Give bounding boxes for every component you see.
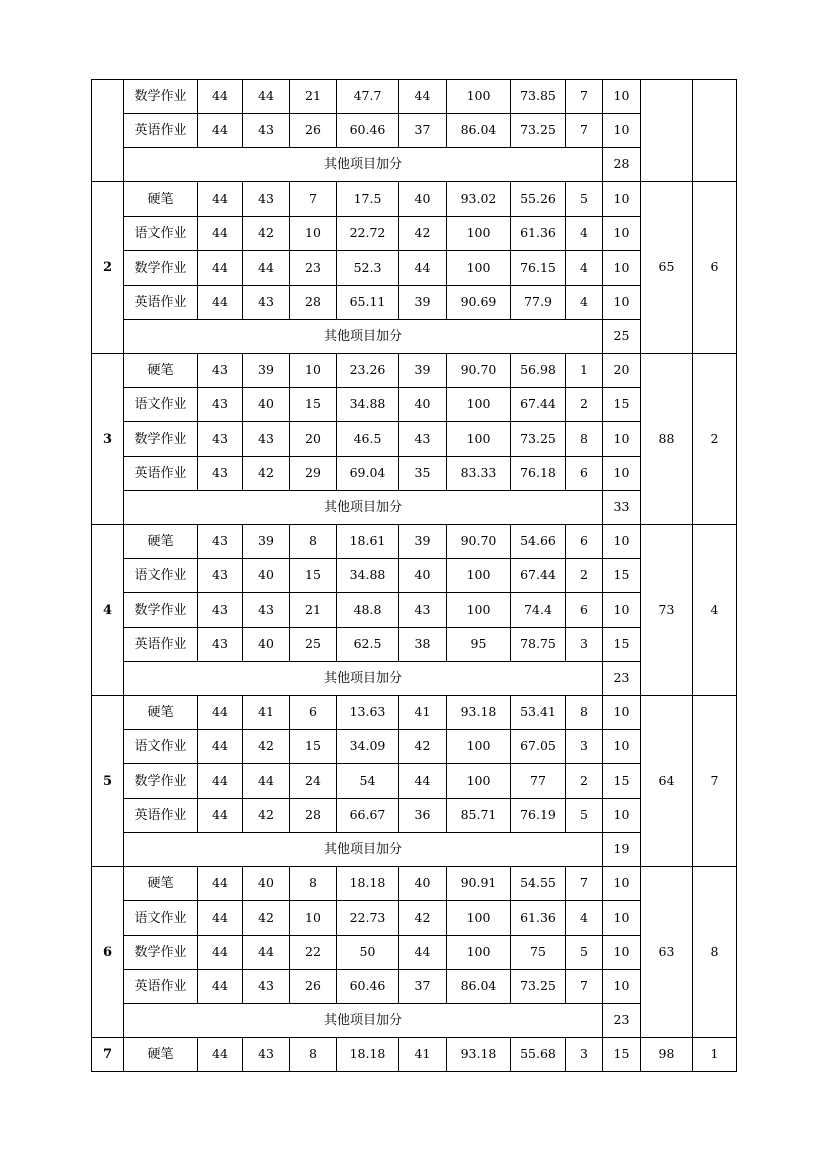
bonus-label: 其他项目加分 [124,833,603,867]
score-cell: 23.26 [337,354,399,388]
score-cell: 18.18 [337,867,399,901]
score-cell: 44 [198,251,243,286]
score-cell: 43 [399,422,447,457]
score-cell: 15 [603,628,641,662]
score-cell: 28 [290,286,337,320]
score-cell: 42 [243,799,290,833]
score-cell: 100 [447,80,511,114]
score-cell: 50 [337,936,399,970]
score-cell: 7 [566,80,603,114]
score-cell: 40 [243,388,290,422]
score-cell: 44 [198,970,243,1004]
score-cell: 74.4 [511,593,566,628]
item-name: 语文作业 [124,730,198,764]
score-cell: 15 [603,1038,641,1072]
score-cell: 43 [198,457,243,491]
score-cell: 83.33 [447,457,511,491]
table-row [92,525,737,559]
table-row [92,628,737,662]
score-cell: 38 [399,628,447,662]
item-name: 硬笔 [124,1038,198,1072]
score-cell: 5 [566,936,603,970]
table-row [92,764,737,799]
score-cell: 40 [399,559,447,593]
score-cell: 5 [566,182,603,217]
score-cell: 37 [399,114,447,148]
score-cell: 86.04 [447,114,511,148]
score-cell: 76.18 [511,457,566,491]
total-score: 73 [641,525,693,696]
score-cell: 52.3 [337,251,399,286]
score-cell: 43 [243,114,290,148]
score-cell: 43 [198,422,243,457]
score-cell: 73.25 [511,422,566,457]
score-cell: 39 [243,525,290,559]
score-cell: 26 [290,114,337,148]
score-cell: 8 [290,1038,337,1072]
score-cell: 44 [198,1038,243,1072]
score-cell: 42 [399,217,447,251]
score-cell: 61.36 [511,901,566,936]
group-number: 6 [92,867,124,1038]
score-cell: 67.05 [511,730,566,764]
score-cell: 43 [243,422,290,457]
score-cell: 54 [337,764,399,799]
table-row [92,388,737,422]
score-cell: 75 [511,936,566,970]
score-cell: 93.18 [447,696,511,730]
score-cell: 76.19 [511,799,566,833]
score-cell: 3 [566,1038,603,1072]
item-name: 数学作业 [124,422,198,457]
score-cell: 43 [243,1038,290,1072]
score-cell: 42 [243,901,290,936]
score-cell: 86.04 [447,970,511,1004]
item-name: 硬笔 [124,182,198,217]
table-row [92,286,737,320]
bonus-value: 23 [603,662,641,696]
score-cell: 10 [603,970,641,1004]
score-cell: 40 [243,867,290,901]
score-cell: 10 [603,457,641,491]
bonus-value: 19 [603,833,641,867]
item-name: 英语作业 [124,114,198,148]
score-cell: 100 [447,730,511,764]
rank [693,80,737,182]
score-cell: 10 [603,730,641,764]
score-cell: 100 [447,559,511,593]
score-cell: 15 [290,559,337,593]
score-cell: 8 [566,422,603,457]
score-cell: 42 [243,457,290,491]
score-cell: 54.66 [511,525,566,559]
score-cell: 65.11 [337,286,399,320]
score-cell: 43 [243,182,290,217]
bonus-label: 其他项目加分 [124,320,603,354]
table-row [92,970,737,1004]
score-cell: 43 [198,388,243,422]
score-cell: 8 [290,525,337,559]
rank: 6 [693,182,737,354]
table-row [92,799,737,833]
score-cell: 44 [399,251,447,286]
table-row [92,696,737,730]
score-cell: 1 [566,354,603,388]
score-cell: 42 [243,730,290,764]
score-cell: 10 [290,901,337,936]
score-cell: 4 [566,251,603,286]
score-cell: 34.09 [337,730,399,764]
score-cell: 73.25 [511,114,566,148]
score-cell: 10 [603,286,641,320]
score-cell: 43 [198,525,243,559]
score-cell: 28 [290,799,337,833]
score-cell: 44 [399,80,447,114]
table-row [92,457,737,491]
score-cell: 7 [290,182,337,217]
score-cell: 39 [243,354,290,388]
item-name: 硬笔 [124,696,198,730]
score-cell: 62.5 [337,628,399,662]
total-score [641,80,693,182]
score-cell: 73.25 [511,970,566,1004]
score-cell: 40 [399,388,447,422]
bonus-label: 其他项目加分 [124,662,603,696]
bonus-row [92,833,737,867]
score-cell: 44 [198,936,243,970]
bonus-value: 23 [603,1004,641,1038]
score-cell: 61.36 [511,217,566,251]
table-row [92,354,737,388]
total-score: 65 [641,182,693,354]
score-cell: 10 [603,525,641,559]
bonus-value: 33 [603,491,641,525]
score-cell: 78.75 [511,628,566,662]
score-cell: 10 [603,422,641,457]
score-cell: 55.68 [511,1038,566,1072]
score-cell: 44 [198,901,243,936]
score-cell: 22 [290,936,337,970]
group-number [92,80,124,182]
table-row [92,251,737,286]
bonus-label: 其他项目加分 [124,491,603,525]
score-cell: 10 [603,799,641,833]
score-cell: 44 [198,867,243,901]
score-cell: 44 [399,936,447,970]
item-name: 数学作业 [124,593,198,628]
score-cell: 40 [243,559,290,593]
score-cell: 100 [447,388,511,422]
rank: 1 [693,1038,737,1072]
score-cell: 15 [603,764,641,799]
score-cell: 10 [603,593,641,628]
group-number: 2 [92,182,124,354]
score-cell: 6 [566,457,603,491]
score-cell: 44 [198,799,243,833]
score-cell: 36 [399,799,447,833]
rank: 7 [693,696,737,867]
score-cell: 2 [566,559,603,593]
rank: 4 [693,525,737,696]
score-cell: 43 [198,559,243,593]
score-cell: 10 [603,251,641,286]
score-cell: 43 [198,593,243,628]
score-cell: 10 [603,182,641,217]
bonus-label: 其他项目加分 [124,1004,603,1038]
score-cell: 44 [399,764,447,799]
score-cell: 73.85 [511,80,566,114]
score-cell: 43 [399,593,447,628]
item-name: 语文作业 [124,559,198,593]
score-cell: 10 [603,217,641,251]
score-cell: 100 [447,217,511,251]
bonus-row [92,320,737,354]
score-cell: 4 [566,901,603,936]
score-cell: 41 [399,1038,447,1072]
score-cell: 6 [290,696,337,730]
score-cell: 20 [603,354,641,388]
score-cell: 8 [290,867,337,901]
score-cell: 7 [566,114,603,148]
score-cell: 43 [243,593,290,628]
item-name: 硬笔 [124,525,198,559]
table-row [92,593,737,628]
item-name: 硬笔 [124,354,198,388]
score-cell: 100 [447,764,511,799]
bonus-row [92,491,737,525]
score-cell: 47.7 [337,80,399,114]
score-cell: 10 [603,936,641,970]
item-name: 硬笔 [124,867,198,901]
score-cell: 60.46 [337,114,399,148]
group-number: 3 [92,354,124,525]
score-cell: 15 [603,388,641,422]
item-name: 英语作业 [124,457,198,491]
score-cell: 76.15 [511,251,566,286]
score-cell: 40 [399,867,447,901]
score-cell: 67.44 [511,388,566,422]
rank: 8 [693,867,737,1038]
score-cell: 3 [566,628,603,662]
score-cell: 10 [603,80,641,114]
score-cell: 100 [447,251,511,286]
score-cell: 90.91 [447,867,511,901]
table-row [92,422,737,457]
item-name: 数学作业 [124,80,198,114]
score-cell: 13.63 [337,696,399,730]
score-cell: 95 [447,628,511,662]
score-cell: 77 [511,764,566,799]
bonus-value: 25 [603,320,641,354]
score-cell: 44 [198,114,243,148]
score-cell: 100 [447,936,511,970]
score-cell: 39 [399,286,447,320]
score-cell: 8 [566,696,603,730]
score-cell: 24 [290,764,337,799]
item-name: 英语作业 [124,286,198,320]
item-name: 语文作业 [124,901,198,936]
score-cell: 5 [566,799,603,833]
table-row [92,80,737,114]
score-cell: 10 [603,114,641,148]
table-row [92,901,737,936]
group-number: 5 [92,696,124,867]
item-name: 英语作业 [124,628,198,662]
score-cell: 18.61 [337,525,399,559]
score-cell: 44 [198,286,243,320]
score-cell: 10 [603,867,641,901]
score-cell: 77.9 [511,286,566,320]
total-score: 64 [641,696,693,867]
score-cell: 93.02 [447,182,511,217]
score-cell: 4 [566,217,603,251]
score-cell: 7 [566,970,603,1004]
item-name: 数学作业 [124,251,198,286]
table-row [92,867,737,901]
score-cell: 10 [603,901,641,936]
score-cell: 22.73 [337,901,399,936]
score-cell: 93.18 [447,1038,511,1072]
score-cell: 44 [198,80,243,114]
table-row [92,114,737,148]
score-cell: 43 [198,628,243,662]
score-cell: 15 [290,730,337,764]
score-cell: 17.5 [337,182,399,217]
item-name: 数学作业 [124,936,198,970]
score-cell: 44 [243,764,290,799]
score-cell: 39 [399,354,447,388]
score-cell: 90.70 [447,354,511,388]
score-cell: 42 [243,217,290,251]
bonus-label: 其他项目加分 [124,148,603,182]
bonus-row [92,1004,737,1038]
score-cell: 44 [198,182,243,217]
score-cell: 69.04 [337,457,399,491]
score-cell: 46.5 [337,422,399,457]
score-cell: 66.67 [337,799,399,833]
score-cell: 90.69 [447,286,511,320]
score-cell: 10 [290,217,337,251]
score-cell: 6 [566,525,603,559]
total-score: 98 [641,1038,693,1072]
score-cell: 39 [399,525,447,559]
score-cell: 41 [243,696,290,730]
score-cell: 42 [399,730,447,764]
table-row [92,1038,737,1072]
score-cell: 10 [603,696,641,730]
item-name: 语文作业 [124,217,198,251]
score-cell: 22.72 [337,217,399,251]
score-table [91,79,737,1072]
score-cell: 43 [198,354,243,388]
score-cell: 20 [290,422,337,457]
group-number: 4 [92,525,124,696]
item-name: 数学作业 [124,764,198,799]
bonus-row [92,148,737,182]
score-cell: 15 [603,559,641,593]
score-cell: 43 [243,286,290,320]
score-cell: 90.70 [447,525,511,559]
score-cell: 4 [566,286,603,320]
score-cell: 42 [399,901,447,936]
score-cell: 53.41 [511,696,566,730]
total-score: 88 [641,354,693,525]
score-cell: 55.26 [511,182,566,217]
score-cell: 56.98 [511,354,566,388]
score-cell: 23 [290,251,337,286]
score-cell: 7 [566,867,603,901]
score-cell: 34.88 [337,559,399,593]
score-cell: 26 [290,970,337,1004]
item-name: 语文作业 [124,388,198,422]
table-row [92,217,737,251]
table-row [92,182,737,217]
score-cell: 10 [290,354,337,388]
score-cell: 100 [447,422,511,457]
score-cell: 37 [399,970,447,1004]
score-cell: 44 [198,730,243,764]
score-cell: 48.8 [337,593,399,628]
score-cell: 85.71 [447,799,511,833]
group-number: 7 [92,1038,124,1072]
score-cell: 44 [198,764,243,799]
score-cell: 44 [198,217,243,251]
rank: 2 [693,354,737,525]
table-row [92,730,737,764]
score-cell: 25 [290,628,337,662]
score-cell: 44 [198,696,243,730]
score-cell: 35 [399,457,447,491]
table-row [92,936,737,970]
item-name: 英语作业 [124,970,198,1004]
score-cell: 2 [566,764,603,799]
bonus-row [92,662,737,696]
score-cell: 41 [399,696,447,730]
score-cell: 44 [243,80,290,114]
score-cell: 60.46 [337,970,399,1004]
score-cell: 43 [243,970,290,1004]
item-name: 英语作业 [124,799,198,833]
table-row [92,559,737,593]
score-cell: 6 [566,593,603,628]
score-cell: 44 [243,251,290,286]
score-cell: 40 [399,182,447,217]
score-cell: 34.88 [337,388,399,422]
score-cell: 100 [447,901,511,936]
score-table-body [92,80,737,1072]
score-cell: 21 [290,80,337,114]
score-cell: 44 [243,936,290,970]
score-cell: 100 [447,593,511,628]
score-cell: 67.44 [511,559,566,593]
score-cell: 21 [290,593,337,628]
total-score: 63 [641,867,693,1038]
score-cell: 54.55 [511,867,566,901]
score-cell: 2 [566,388,603,422]
score-cell: 40 [243,628,290,662]
score-cell: 29 [290,457,337,491]
score-cell: 18.18 [337,1038,399,1072]
bonus-value: 28 [603,148,641,182]
score-cell: 3 [566,730,603,764]
score-cell: 15 [290,388,337,422]
